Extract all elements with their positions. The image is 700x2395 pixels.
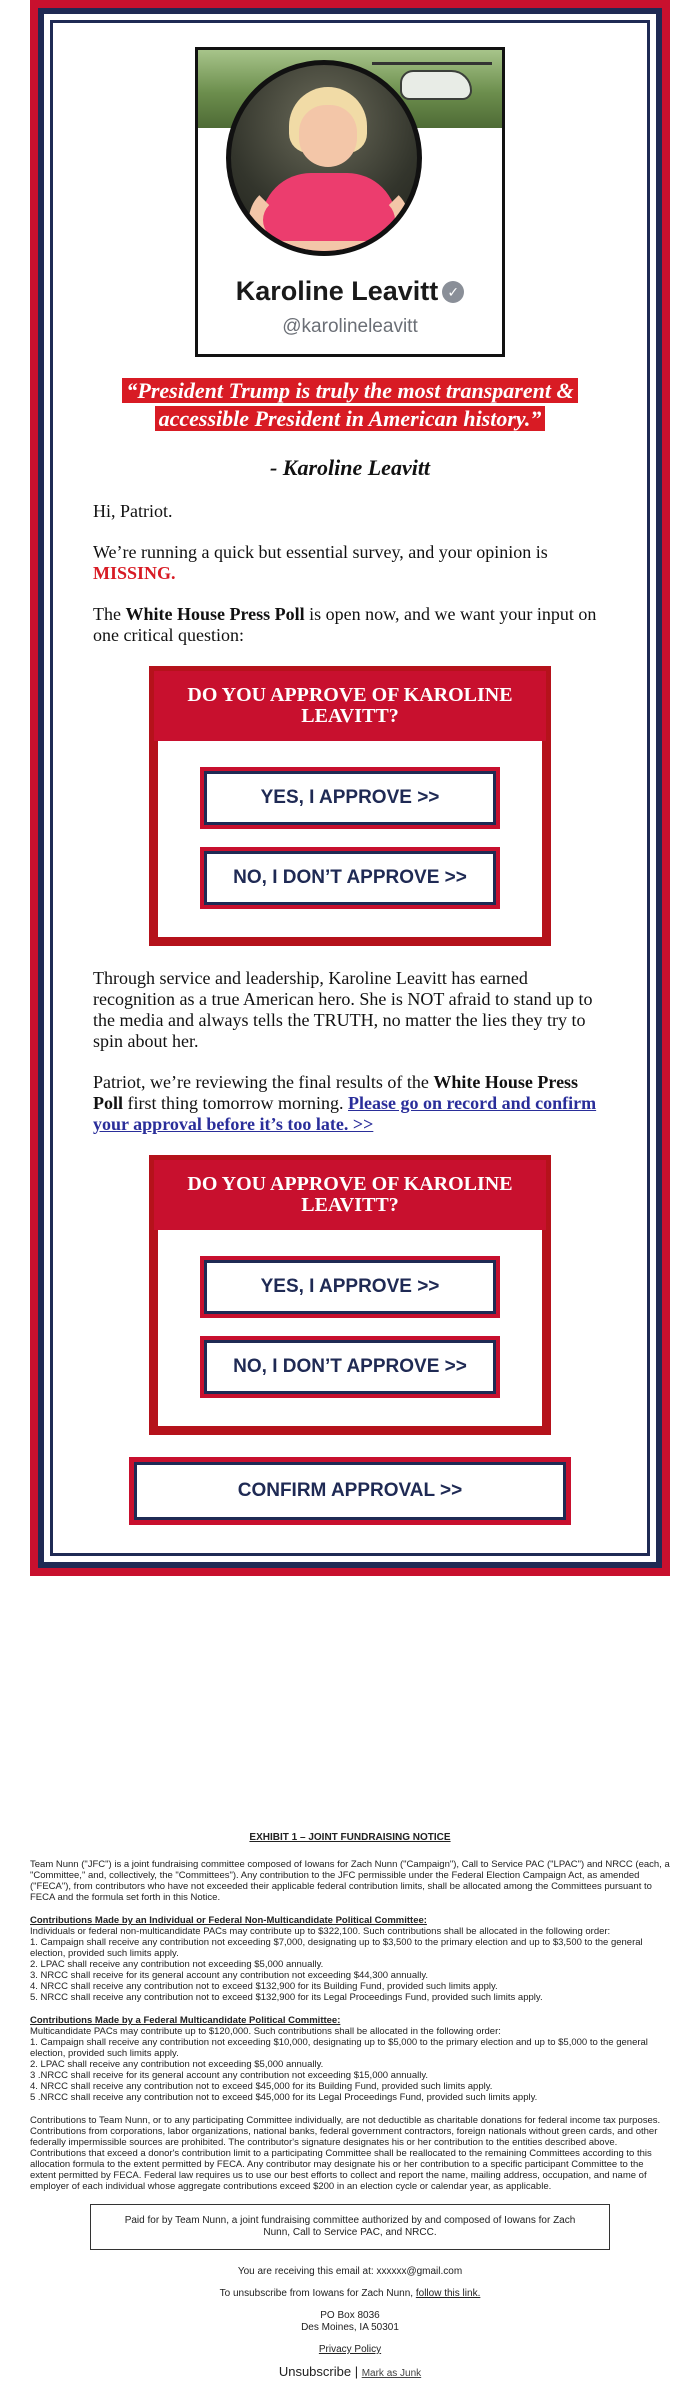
profile-name bbox=[198, 276, 502, 307]
confirm-approval-link[interactable]: Please go on record and confirm your approval before it’s too late. >> bbox=[93, 1093, 597, 1134]
list-item: 4. NRCC shall receive any contribution not to exceed $45,000 for its Building Fund, provided such limits apply. bbox=[30, 2081, 493, 2092]
list-item: 1. Campaign shall receive any contribution not exceeding $10,000, designating up to $5,000 to the primary election and up to $5,000 to the general election, provided such limits apply. bbox=[30, 2037, 648, 2059]
unsubscribe-line: To unsubscribe from Iowans for Zach Nunn, follow this link. bbox=[219, 2288, 481, 2299]
highlight-quote bbox=[93, 377, 607, 433]
privacy-row bbox=[30, 2344, 670, 2356]
yes-approve-button[interactable]: YES, I APPROVE >> bbox=[200, 767, 500, 829]
list-item: 2. LPAC shall receive any contribution not exceeding $5,000 annually. bbox=[30, 1959, 324, 1970]
list-item: 5. NRCC shall receive any contribution not to exceed $132,900 for its Legal Proceedings Fund, provided such limits apply. bbox=[30, 1992, 543, 2003]
no-approve-button[interactable]: NO, I DON’T APPROVE >> bbox=[200, 847, 500, 909]
email-content bbox=[53, 23, 647, 1553]
verified-badge-icon: ✓ bbox=[442, 281, 464, 303]
list-item: 5 .NRCC shall receive any contribution not to exceed $45,000 for its Legal Proceedings Fund, provided such limits apply. bbox=[30, 2092, 538, 2103]
individual-section: Contributions Made by an Individual or Federal Non-Multicandidate Political Committee: Individuals or federal non-multicandidate PACs may contribute up to $322,100. Such contributions shall be allocated in the following order: 1. Campaign shall receive any contribution not exceeding $7,000, designating up to $3,500 to the primary election and up to $3,500 to the general election, provided such limits apply. 2. LPAC shall receive any contribution not exceeding $5,000 annually. 3. NRCC shall receive for its general account any contribution not exceeding $44,300 annually. 4. NRCC shall receive any contribution not to exceed $132,900 for its Building Fund, provided such limits apply. 5. NRCC shall receive any contribution not to exceed $132,900 for its Legal Proceedings Fund, provided such limits apply. bbox=[30, 1915, 643, 2003]
unsubscribe-row: Unsubscribe | Mark as Junk bbox=[278, 2364, 422, 2379]
poll-box-1 bbox=[149, 666, 551, 946]
quote-attribution: - Karoline Leavitt bbox=[269, 455, 431, 480]
mark-as-junk-link[interactable]: Mark as Junk bbox=[361, 2368, 422, 2379]
unsubscribe-link[interactable]: Unsubscribe bbox=[278, 2364, 352, 2379]
poll-box-2 bbox=[149, 1155, 551, 1435]
unsubscribe-follow-link[interactable]: follow this link. bbox=[415, 2288, 481, 2299]
no-approve-button[interactable]: NO, I DON’T APPROVE >> bbox=[200, 1336, 500, 1398]
poll-question: DO YOU APPROVE OF KAROLINE LEAVITT? bbox=[154, 671, 546, 741]
helicopter-shape bbox=[400, 70, 472, 100]
helicopter-rotor-shape bbox=[372, 62, 492, 65]
mailing-address: PO Box 8036 Des Moines, IA 50301 bbox=[301, 2310, 399, 2333]
legal-footer bbox=[30, 1832, 670, 2379]
avatar bbox=[226, 60, 422, 256]
survey-intro: We’re running a quick but essential survey, and your opinion is MISSING. bbox=[93, 542, 548, 583]
review-paragraph: Patriot, we’re reviewing the final results of the White House Press Poll first thing tomorrow morning. Please go on record and confirm your approval before it’s too late. >> bbox=[93, 1072, 597, 1134]
greeting: Hi, Patriot. bbox=[93, 501, 173, 521]
confirm-approval-button[interactable]: CONFIRM APPROVAL >> bbox=[129, 1457, 571, 1525]
list-item: 4. NRCC shall receive any contribution not to exceed $132,900 for its Building Fund, provided such limits apply. bbox=[30, 1981, 498, 1992]
poll-question: DO YOU APPROVE OF KAROLINE LEAVITT? bbox=[154, 1160, 546, 1230]
exhibit-title: EXHIBIT 1 – JOINT FUNDRAISING NOTICE bbox=[249, 1832, 451, 1843]
multicandidate-section: Contributions Made by a Federal Multicandidate Political Committee: Multicandidate PACs may contribute up to $120,000. Such contributions shall be allocated in the following order: 1. Campaign shall receive any contribution not exceeding $10,000, designating up to $5,000 to the primary election and up to $5,000 to the general election, provided such limits apply. 2. LPAC shall receive any contribution not exceeding $5,000 annually. 3 .NRCC shall receive for its general account any contribution not exceeding $15,000 annually. 4. NRCC shall receive any contribution not to exceed $45,000 for its Building Fund, provided such limits apply. 5 .NRCC shall receive any contribution not to exceed $45,000 for its Legal Proceedings Fund, provided such limits apply. bbox=[30, 2015, 648, 2103]
receiving-email: You are receiving this email at: xxxxxx@gmail.com bbox=[237, 2266, 463, 2277]
quote-text: “President Trump is truly the most transparent & accessible President in American history.” bbox=[122, 378, 577, 431]
list-item: 3. NRCC shall receive for its general account any contribution not exceeding $44,300 annually. bbox=[30, 1970, 429, 1981]
profile-name-text: Karoline Leavitt bbox=[235, 276, 439, 306]
closing-notice: Contributions to Team Nunn, or to any participating Committee individually, are not deductible as charitable donations for federal income tax purposes. Contributions from corporations, labor organizations, national banks, federal government contractors, foreign nationals without green cards, and other federally impermissible sources are prohibited. The contributor's signature designates his or her contribution to the entities described above. Contributions that exceed a donor's contribution limit to a participating Committee shall be reallocated to the remaining Committees according to this allocation formula to the extent permitted by FECA. Any contributor may designate his or her contribution to a specific participant Committee to the extent permitted by FECA. Federal law requires us to use our best efforts to collect and report the name, mailing address, occupation, and name of employer of each individual whose aggregate contributions exceed $200 in an election cycle or calendar year, as applicable. bbox=[30, 2115, 661, 2192]
service-paragraph: Through service and leadership, Karoline Leavitt has earned recognition as a true American hero. She is NOT afraid to stand up to the media and always tells the TRUTH, no matter the lies they try to spin about her. bbox=[93, 968, 593, 1051]
list-item: 1. Campaign shall receive any contribution not exceeding $7,000, designating up to $3,500 to the primary election and up to $3,500 to the general election, provided such limits apply. bbox=[30, 1937, 643, 1959]
profile-card bbox=[195, 47, 505, 357]
outer-frame bbox=[30, 0, 670, 1576]
list-item: 3 .NRCC shall receive for its general account any contribution not exceeding $15,000 annually. bbox=[30, 2070, 429, 2081]
missing-emphasis: MISSING. bbox=[93, 563, 176, 583]
paid-for-box: Paid for by Team Nunn, a joint fundraising committee authorized by and composed of Iowans for Zach Nunn, Call to Service PAC, and NRCC. bbox=[90, 2204, 610, 2250]
profile-handle: @karolineleavitt bbox=[282, 316, 418, 337]
poll-name: White House Press Poll bbox=[125, 604, 305, 624]
list-item: 2. LPAC shall receive any contribution not exceeding $5,000 annually. bbox=[30, 2059, 324, 2070]
jfc-intro: Team Nunn ("JFC") is a joint fundraising committee composed of Iowans for Zach Nunn ("Campaign"), Call to Service PAC ("LPAC") and NRCC (each, a "Committee," and, collectively, the "Committees"). Any contribution to the JFC permissible under the Federal Election Campaign Act, as amended ("FECA"), from contributors who have not exceeded their applicable federal contribution limits, shall be allocated among the Committees pursuant to FECA and the formula set forth in this Notice. bbox=[30, 1859, 670, 1903]
poll-intro: The White House Press Poll is open now, and we want your input on one critical question: bbox=[93, 604, 597, 645]
yes-approve-button[interactable]: YES, I APPROVE >> bbox=[200, 1256, 500, 1318]
privacy-policy-link[interactable]: Privacy Policy bbox=[318, 2344, 382, 2355]
